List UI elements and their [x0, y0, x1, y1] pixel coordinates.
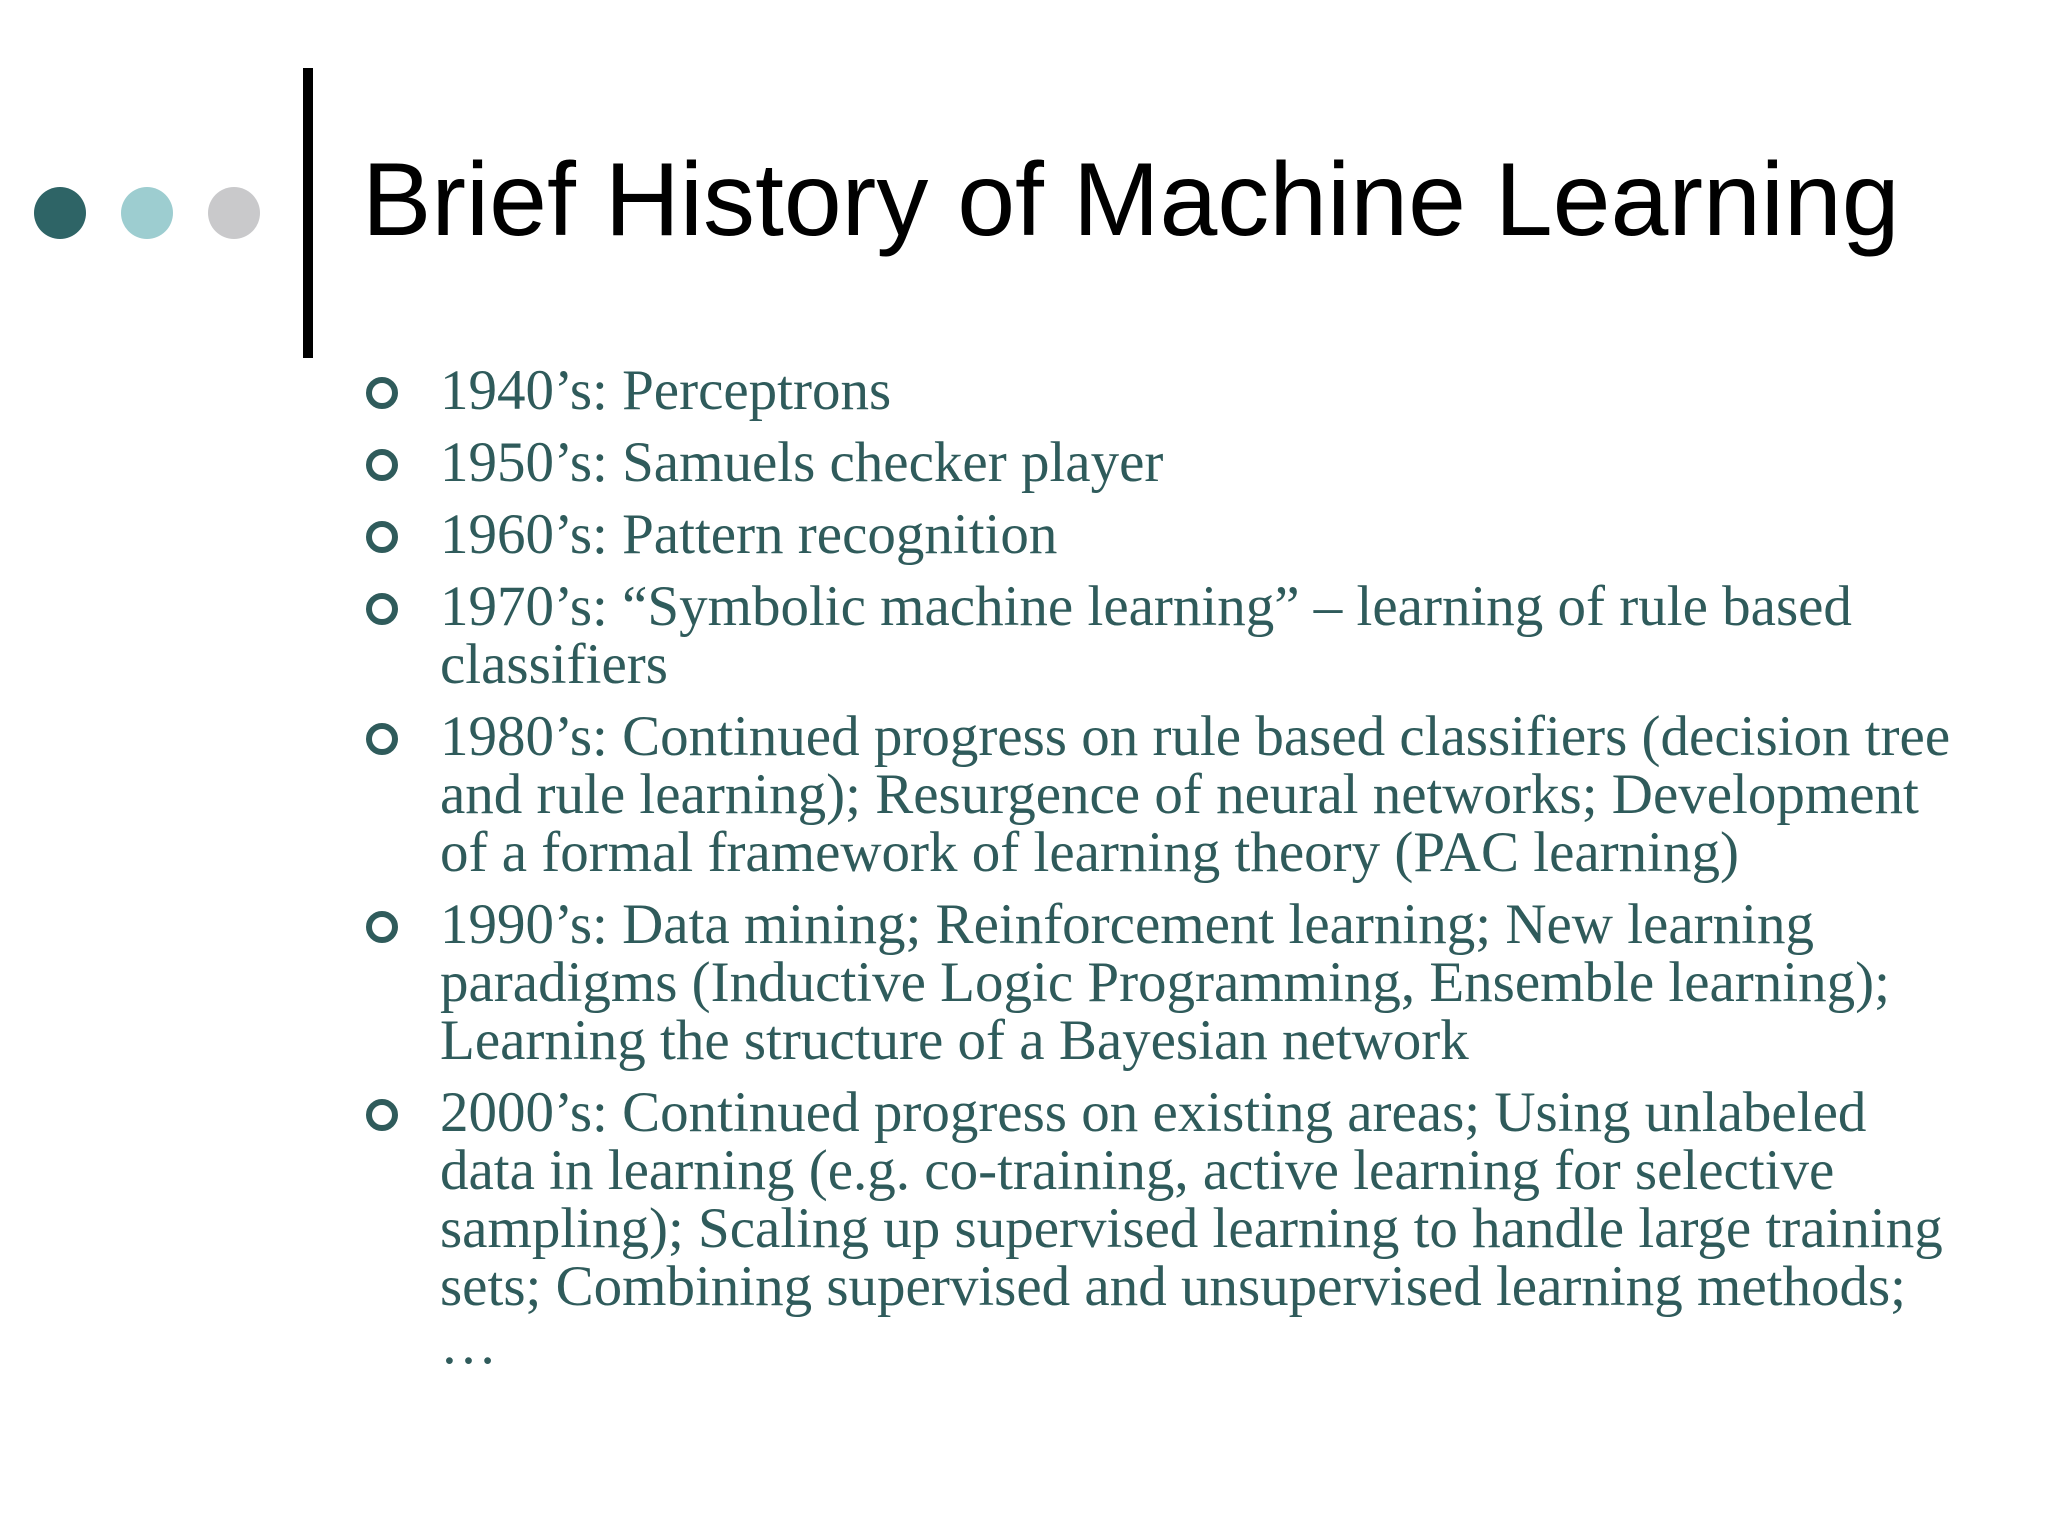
ring-bullet-icon	[366, 449, 398, 481]
bullet-text: 1970’s: “Symbolic machine learning” – learning of rule based classifiers	[440, 575, 1852, 696]
bullet-text: 1990’s: Data mining; Reinforcement learning; New learning paradigms (Inductive Logic Programming, Ensemble learning); Learning the structure of a Bayesian network	[440, 893, 1890, 1072]
bullet-text: 1960’s: Pattern recognition	[440, 503, 1058, 566]
bullet-item	[362, 503, 1962, 566]
ring-bullet-icon	[366, 521, 398, 553]
bullet-item	[362, 705, 1962, 884]
bullet-item	[362, 575, 1962, 696]
bullet-text: 1940’s: Perceptrons	[440, 359, 892, 422]
bullet-text: 1980’s: Continued progress on rule based classifiers (decision tree and rule learning); Resurgence of neural networks; Development of a formal framework of learning theory (PAC learning)	[440, 705, 1951, 884]
bullet-item	[362, 359, 1962, 422]
bullet-item	[362, 893, 1962, 1072]
dark-teal-dot	[34, 187, 86, 239]
ring-bullet-icon	[366, 723, 398, 755]
slide-title: Brief History of Machine Learning	[362, 142, 1900, 258]
bullet-list	[362, 359, 1962, 1388]
title-divider	[303, 68, 313, 358]
bullet-item	[362, 431, 1962, 494]
ring-bullet-icon	[366, 1099, 398, 1131]
ring-bullet-icon	[366, 593, 398, 625]
ring-bullet-icon	[366, 911, 398, 943]
gray-dot	[208, 187, 260, 239]
bullet-item	[362, 1081, 1962, 1376]
bullet-text: 2000’s: Continued progress on existing areas; Using unlabeled data in learning (e.g. co-training, active learning for selective sampling); Scaling up supervised learning to handle large training sets; Combining supervised and unsupervised learning methods; …	[440, 1081, 1943, 1376]
light-teal-dot	[121, 187, 173, 239]
ring-bullet-icon	[366, 377, 398, 409]
bullet-text: 1950’s: Samuels checker player	[440, 431, 1164, 494]
